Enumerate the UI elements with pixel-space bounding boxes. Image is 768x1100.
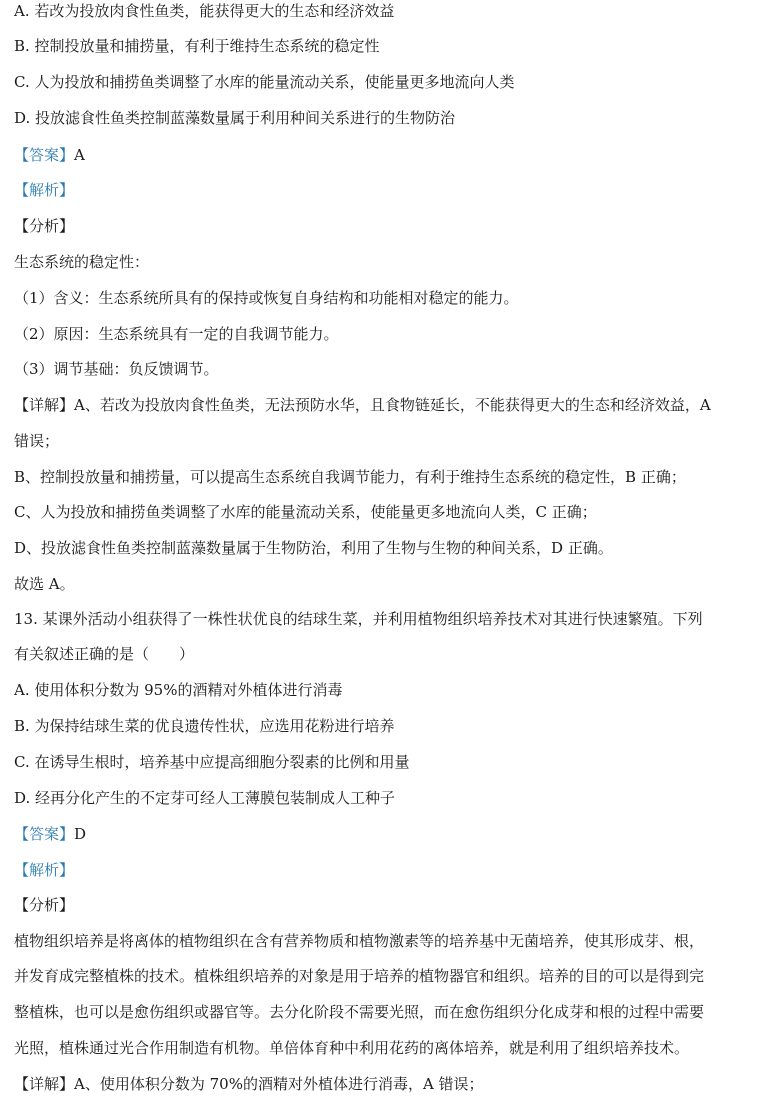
q12-option-d: D. 投放滤食性鱼类控制蓝藻数量属于利用种间关系进行的生物防治 — [14, 109, 456, 127]
q12-detail-a-text: A、若改为投放肉食性鱼类，无法预防水华，且食物链延长，不能获得更大的生态和经济效益，A — [74, 396, 711, 414]
q13-detail-a-text: A、使用体积分数为 70%的酒精对外植体进行消毒，A 错误； — [74, 1075, 484, 1093]
q13-stem-line1: 13. 某课外活动小组获得了一株性状优良的结球生菜，并利用植物组织培养技术对其进行快速繁殖。下列 — [14, 610, 703, 628]
q13-fenxi-p3: 整植株，也可以是愈伤组织或器官等。去分化阶段不需要光照，而在愈伤组织分化成芽和根的过程中需要 — [14, 1003, 705, 1021]
q12-fenxi-title: 生态系统的稳定性： — [14, 253, 150, 271]
q13-analysis-tag: 【解析】 — [14, 861, 75, 879]
q13-fenxi-p4: 光照，植株通过光合作用制造有机物。单倍体育种中利用花药的离体培养，就是利用了组织培养技术。 — [14, 1039, 690, 1057]
q13-option-d: D. 经再分化产生的不定芽可经人工薄膜包装制成人工种子 — [14, 789, 396, 807]
q13-fenxi-p1: 植物组织培养是将离体的植物组织在含有营养物质和植物激素等的培养基中无菌培养，使其形成芽、根， — [14, 932, 705, 950]
q13-stem-line2: 有关叙述正确的是（ ） — [14, 645, 195, 663]
q13-option-c: C. 在诱导生根时，培养基中应提高细胞分裂素的比例和用量 — [14, 753, 410, 771]
q12-detail-tag: 【详解】 — [14, 396, 75, 414]
q12-detail-b: B、控制投放量和捕捞量，可以提高生态系统自我调节能力，有利于维持生态系统的稳定性，B 正确； — [14, 468, 686, 486]
q12-fenxi-1: （1）含义：生态系统所具有的保持或恢复自身结构和功能相对稳定的能力。 — [14, 289, 519, 307]
q13-analysis-line — [14, 860, 758, 880]
q12-detail-c: C、人为投放和捕捞鱼类调整了水库的能量流动关系，使能量更多地流向人类，C 正确； — [14, 503, 597, 521]
q12-fenxi-line — [14, 216, 758, 236]
q12-option-b: B. 控制投放量和捕捞量，有利于维持生态系统的稳定性 — [14, 37, 380, 55]
q13-fenxi-tag: 【分析】 — [14, 896, 75, 914]
q12-answer-value: A — [74, 146, 85, 164]
q12-fenxi-2: （2）原因：生态系统具有一定的自我调节能力。 — [14, 325, 339, 343]
q12-detail-a-line2: 错误； — [14, 432, 60, 450]
q12-conclusion: 故选 A。 — [14, 575, 75, 593]
q13-answer-tag: 【答案】 — [14, 825, 75, 843]
q12-answer-line — [14, 145, 758, 165]
q13-fenxi-line — [14, 895, 758, 915]
q12-analysis-line — [14, 180, 758, 200]
q12-option-c: C. 人为投放和捕捞鱼类调整了水库的能量流动关系，使能量更多地流向人类 — [14, 73, 515, 91]
q12-detail-a-line1 — [14, 395, 758, 415]
q13-answer-line — [14, 824, 758, 844]
q13-option-a: A. 使用体积分数为 95%的酒精对外植体进行消毒 — [14, 681, 343, 699]
q13-answer-value: D — [74, 825, 87, 843]
q12-analysis-tag: 【解析】 — [14, 181, 75, 199]
q12-option-a: A. 若改为投放肉食性鱼类，能获得更大的生态和经济效益 — [14, 2, 395, 20]
q13-fenxi-p2: 并发育成完整植株的技术。植株组织培养的对象是用于培养的植物器官和组织。培养的目的可以是得到完 — [14, 967, 705, 985]
q13-detail-tag: 【详解】 — [14, 1075, 75, 1093]
q12-detail-d: D、投放滤食性鱼类控制蓝藻数量属于生物防治，利用了生物与生物的种间关系，D 正确。 — [14, 539, 613, 557]
q12-fenxi-tag: 【分析】 — [14, 217, 75, 235]
q12-fenxi-3: （3）调节基础：负反馈调节。 — [14, 360, 219, 378]
q12-answer-tag: 【答案】 — [14, 146, 75, 164]
q13-option-b: B. 为保持结球生菜的优良遗传性状，应选用花粉进行培养 — [14, 717, 395, 735]
q13-detail-a-line — [14, 1074, 758, 1094]
